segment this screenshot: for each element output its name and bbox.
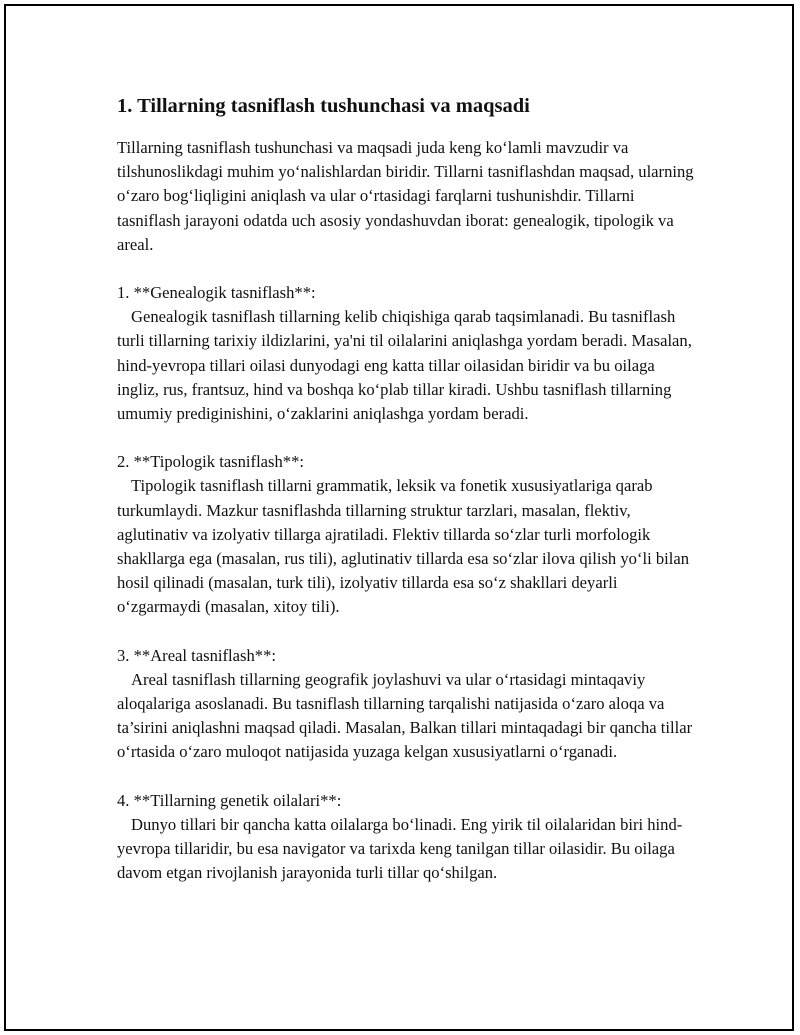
genealogik-body: Genealogik tasniflash tillarning kelib chiqishiga qarab taqsimlanadi. Bu tasniflash turli tillarning tarixiy ildizlarini, ya'ni til oilalarini aniqlashga yordam beradi. Masalan, hind-yevropa tillari oilasi dunyodagi eng katta tillar oilasidan biridir va bu oilaga ingliz, rus, frantsuz, hind va boshqa ko‘plab tillar kiradi. Ushbu tasniflash tillarning umumiy prediginishini, o‘zaklarini aniqlashga yordam beradi. — [117, 307, 692, 424]
genetik-oilalar-body: Dunyo tillari bir qancha katta oilalarga bo‘linadi. Eng yirik til oilalaridan biri hind-yevropa tillaridir, bu esa navigator va tarixda keng tanilgan tillar oilasidir. Bu oilaga davom etgan rivojlanish jarayonida turli tillar qo‘shilgan. — [117, 814, 683, 883]
areal-body: Areal tasniflash tillarning geografik joylashuvi va ular o‘rtasidagi mintaqaviy aloqalariga asoslanadi. Bu tasniflash tillarning tarqalishi natijasida o‘zaro aloqa va ta’sirini aniqlashni maqsad qiladi. Masalan, Balkan tillari mintaqadagi bir qancha tillar o‘rtasida o‘zaro muloqot natijasida yuzaga kelgan xususiyatlarni o‘rganadi. — [117, 669, 693, 762]
intro-paragraph: Tillarning tasniflash tushunchasi va maqsadi juda keng ko‘lamli mavzudir va tilshunoslikdagi muhim yo‘nalishlardan biridir. Tillarni tasniflashdan maqsad, ularning o‘zaro bog‘liqligini aniqlash va ular o‘rtasidagi farqlarni tushunishdir. Tillarni tasniflash jarayoni odatda uch asosiy yondashuvdan iborat: genealogik, tipologik va areal. — [117, 138, 694, 254]
genetik-oilalar-title: 4. **Tillarning genetik oilalari**: — [117, 790, 342, 810]
genealogik-title: 1. **Genealogik tasniflash**: — [117, 283, 316, 303]
tipologik-title: 2. **Tipologik tasniflash**: — [117, 452, 305, 472]
document-body — [117, 92, 697, 885]
tipologik-body: Tipologik tasniflash tillarni grammatik, leksik va fonetik xususiyatlariga qarab turkumlaydi. Mazkur tasniflashda tillarning struktur tarzlari, masalan, flektiv, aglutinativ va izolyativ tillarga ajratiladi. Flektiv tillarda so‘zlar turli morfologik shakllarga ega (masalan, rus tili), aglutinativ tillarda esa so‘zlar ilova qilish yo‘li bilan hosil qilinadi (masalan, turk tili), izolyativ tillarda esa so‘z shakllari deyarli o‘zgarmaydi (masalan, xitoy tili). — [117, 476, 690, 617]
areal-title: 3. **Areal tasniflash**: — [117, 645, 276, 665]
section-heading: 1. Tillarning tasniflash tushunchasi va maqsadi — [117, 95, 530, 117]
